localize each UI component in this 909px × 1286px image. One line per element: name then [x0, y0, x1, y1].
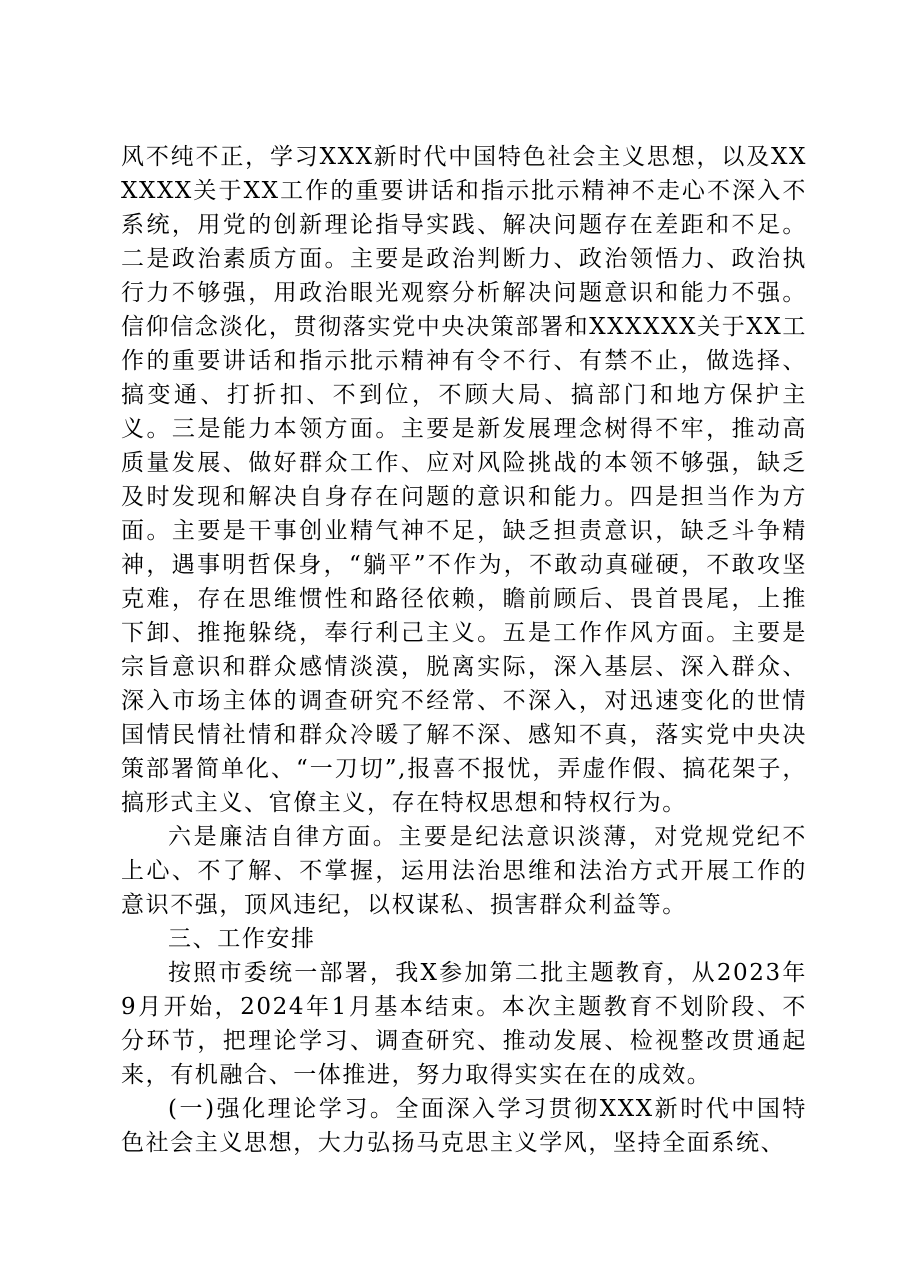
section-heading-work-arrangement: 三、工作安排	[168, 926, 316, 952]
paragraph-problems-continued: 风不纯不正，学习XXX新时代中国特色社会主义思想，以及XXXXXX关于XX工作的重要讲话和指示批示精神不走心不深入不系统，用党的创新理论指导实践、解决问题存在差距和不足。二是政治素质方面。主要是政治判断力、政治领悟力、政治执行力不够强，用政治眼光观察分析解决问题意识和能力不强。信仰信念淡化，贯彻落实党中央决策部署和XXXXXX关于XX工作的重要讲话和指示批示精神有令不行、有禁不止，做选择、搞变通、打折扣、不到位，不顾大局、搞部门和地方保护主义。三是能力本领方面。主要是新发展理念树得不牢，推动高质量发展、做好群众工作、应对风险挑战的本领不够强，缺乏及时发现和解决自身存在问题的意识和能力。四是担当作为方面。主要是干事创业精气神不足，缺乏担责意识，缺乏斗争精神，遇事明哲保身，“躺平”不作为，不敢动真碰硬，不敢攻坚克难，存在思维惯性和路径依赖，瞻前顾后、畏首畏尾，上推下卸、推拖躲绕，奉行利己主义。五是工作作风方面。主要是宗旨意识和群众感情淡漠，脱离实际，深入基层、深入群众、深入市场主体的调查研究不经常、不深入，对迅速变化的世情国情民情社情和群众冷暖了解不深、感知不真，落实党中央决策部署简单化、“一刀切”,报喜不报忧，弄虚作假、搞花架子，搞形式主义、官僚主义，存在特权思想和特权行为。	[121, 144, 807, 816]
paragraph-integrity-discipline: 六是廉洁自律方面。主要是纪法意识淡薄，对党规党纪不上心、不了解、不掌握，运用法治思维和法治方式开展工作的意识不强，顶风违纪，以权谋私、损害群众利益等。	[121, 824, 807, 918]
paragraph-deployment: 按照市委统一部署，我X参加第二批主题教育，从2023年9月开始，2024年1月基本结束。本次主题教育不划阶段、不分环节，把理论学习、调查研究、推动发展、检视整改贯通起来，有机融合、一体推进，努力取得实实在在的成效。	[121, 960, 807, 1088]
document-body	[121, 140, 807, 1160]
paragraph-theory-study: (一)强化理论学习。全面深入学习贯彻XXX新时代中国特色社会主义思想，大力弘扬马克思主义学风，坚持全面系统、	[121, 1096, 807, 1156]
